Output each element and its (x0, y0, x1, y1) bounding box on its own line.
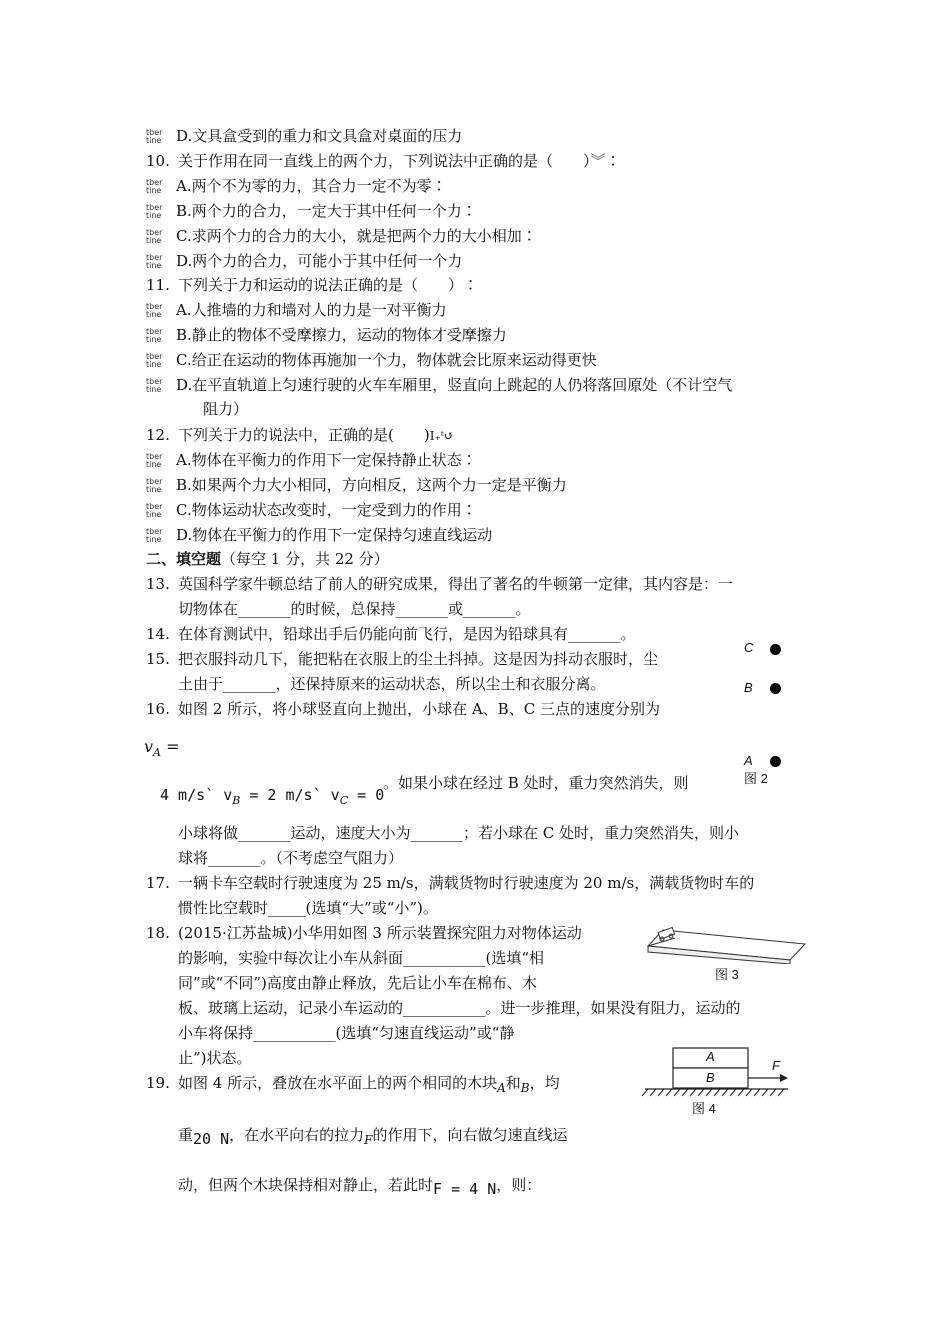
q9-option-d: tber tine D.文具盒受到的重力和文具盒对桌面的压力 (146, 127, 463, 145)
left-margin-mark: tber tine (146, 302, 163, 319)
q16-va: $v_A$ = (144, 737, 180, 760)
block-b-label: B (706, 1070, 715, 1085)
q10-option-c: tber tine C.求两个力的合力的大小，就是把两个力的大小相加∶ (146, 227, 537, 245)
q15-line2: 土由于_______，还保持原来的运动状态，所以尘土和衣服分离。 (178, 675, 606, 693)
ball-at-a (770, 756, 781, 767)
q16-line5: 球将_______。（不考虑空气阻力） (178, 849, 404, 867)
q12-stem: 12. 下列关于力的说法中，正确的是( )I₊ᵗ↺ (146, 426, 454, 444)
q19-line2: 重$_{20 N}$，在水平向右的拉力$_F$的作用下，向右做匀速直线运 (178, 1126, 568, 1148)
q11-option-d-continued: 阻力） (203, 400, 249, 418)
q11-stem: 11. 下列关于力和运动的说法正确的是（ ）∶ (146, 276, 479, 294)
figure-4 (640, 1046, 790, 1116)
left-margin-mark: tber tine (146, 253, 163, 270)
left-margin-mark: tber tine (146, 128, 163, 145)
figure-2 (740, 638, 800, 788)
q15-line1: 15. 把衣服抖动几下，能把粘在衣服上的尘土抖掉。这是因为抖动衣服时，尘 (146, 650, 659, 668)
q12-option-b: tber tine B.如果两个力大小相同，方向相反，这两个力一定是平衡力 (146, 476, 567, 494)
q11-option-b: tber tine B.静止的物体不受摩擦力，运动的物体才受摩擦力 (146, 326, 507, 344)
figure-3 (645, 924, 810, 980)
left-margin-mark: tber tine (146, 502, 163, 519)
figure-3-caption: 图 3 (715, 967, 739, 982)
q16-line4: 小球将做_______运动，速度大小为_______；若小球在 C 处时，重力突然消失，则小 (178, 824, 740, 842)
stacked-blocks-diagram (640, 1046, 790, 1102)
figure-4-caption: 图 4 (692, 1101, 716, 1116)
left-margin-mark: tber tine (146, 228, 163, 245)
q16-line3-tail: 。如果小球在经过 B 处时，重力突然消失，则 (383, 774, 689, 792)
force-f-label: F (772, 1058, 780, 1073)
q19-line3: 动，但两个木块保持相对静止，若此时$_{F = 4 N}$，则： (178, 1176, 542, 1198)
q16-speeds: 4 m/s` $v_B = 2$ m/s` $v_C = 0$ (160, 786, 385, 807)
left-margin-mark: tber tine (146, 178, 163, 195)
q12-option-d: tber tine D.物体在平衡力的作用下一定保持匀速直线运动 (146, 526, 493, 544)
q18-line4: 板、玻璃上运动，记录小车运动的___________。进一步推理，如果没有阻力，运动的 (178, 999, 741, 1017)
incline-track-diagram (645, 924, 810, 964)
q14: 14. 在体育测试中，铅球出手后仍能向前飞行，是因为铅球具有_______。 (146, 625, 636, 643)
q12-option-a: tber tine A.物体在平衡力的作用下一定保持静止状态∶ (146, 451, 477, 469)
q10-stem: 10. 关于作用在同一直线上的两个力，下列说法中正确的是（ ）︾∶ (146, 152, 621, 170)
q13-line1: 13. 英国科学家牛顿总结了前人的研究成果，得出了著名的牛顿第一定律，其内容是：一 (146, 575, 734, 593)
left-margin-mark: tber tine (146, 452, 163, 469)
q16-line1: 16. 如图 2 所示，将小球竖直向上抛出，小球在 A、B、C 三点的速度分别为 (146, 700, 660, 718)
point-c-label: C (744, 640, 754, 655)
q11-option-d: tber tine D.在平直轨道上匀速行驶的火车车厢里，竖直向上跳起的人仍将落回原处（不计空气 (146, 376, 733, 394)
ball-at-b (770, 683, 781, 694)
block-a-label: A (706, 1049, 715, 1064)
section-heading: 二、填空题（每空 1 分，共 22 分） (146, 550, 389, 568)
q10-option-b: tber tine B.两个力的合力，一定大于其中任何一个力∶ (146, 202, 477, 220)
q18-line1: 18. (2015·江苏盐城)小华用如图 3 所示装置探究阻力对物体运动 (146, 924, 582, 942)
left-margin-mark: tber tine (146, 327, 163, 344)
q19-line1: 19. 如图 4 所示，叠放在水平面上的两个相同的木块$_A$和$_B$，均 (146, 1074, 560, 1095)
q18-line2: 的影响，实验中每次让小车从斜面___________(选填“相 (178, 949, 545, 967)
q10-option-a: tber tine A.两个不为零的力，其合力一定不为零∶ (146, 177, 447, 195)
left-margin-mark: tber tine (146, 352, 163, 369)
q18-line3: 同”或“不同”)高度由静止释放，先后让小车在棉布、木 (178, 974, 537, 992)
q17-line2: 惯性比空载时_____(选填“大”或“小”)。 (178, 899, 438, 917)
q13-line2: 切物体在_______的时候，总保持_______或_______。 (178, 600, 531, 618)
q10-option-d: tber tine D.两个力的合力，可能小于其中任何一个力 (146, 252, 463, 270)
q12-option-c: tber tine C.物体运动状态改变时，一定受到力的作用∶ (146, 501, 477, 519)
q18-line6: 止”)状态。 (178, 1049, 252, 1067)
point-a-label: A (744, 753, 753, 768)
left-margin-mark: tber tine (146, 377, 163, 394)
ball-at-c (770, 644, 781, 655)
left-margin-mark: tber tine (146, 477, 163, 494)
q11-option-a: tber tine A.人推墙的力和墙对人的力是一对平衡力 (146, 301, 447, 319)
left-margin-mark: tber tine (146, 527, 163, 544)
figure-2-caption: 图 2 (744, 771, 768, 786)
q11-option-c: tber tine C.给正在运动的物体再施加一个力，物体就会比原来运动得更快 (146, 351, 597, 369)
q17-line1: 17. 一辆卡车空载时行驶速度为 25 m/s，满载货物时行驶速度为 20 m/s，满载货物时车的 (146, 874, 755, 892)
left-margin-mark: tber tine (146, 203, 163, 220)
q18-line5: 小车将保持___________(选填“匀速直线运动”或“静 (178, 1024, 515, 1042)
point-b-label: B (744, 680, 753, 695)
